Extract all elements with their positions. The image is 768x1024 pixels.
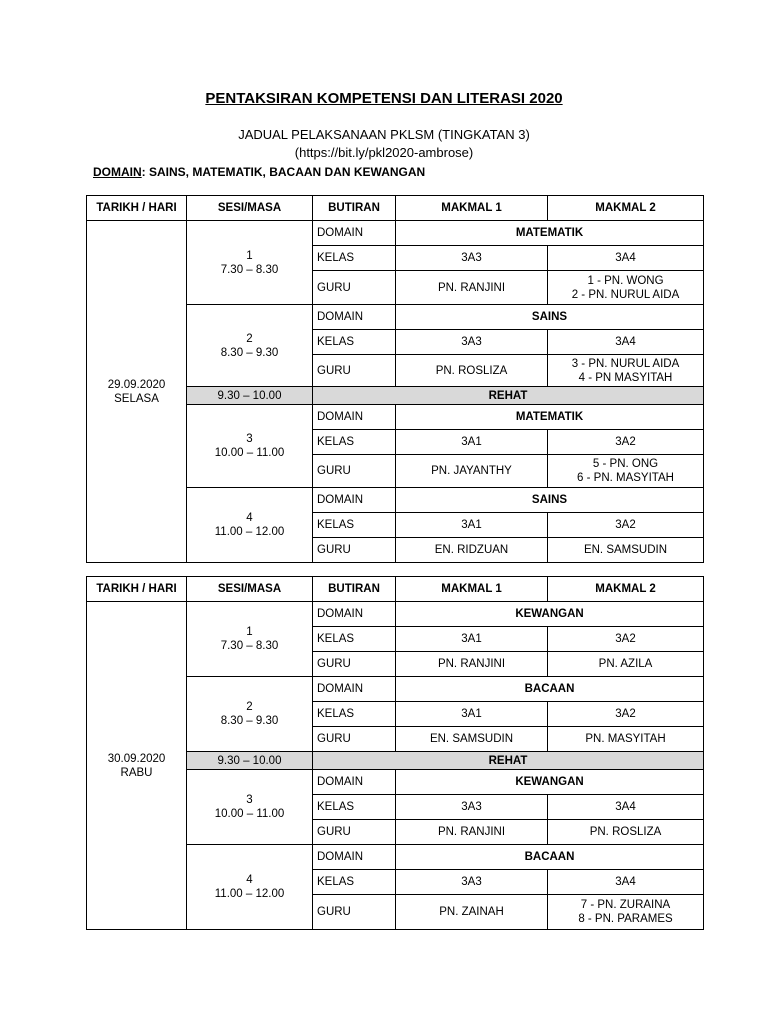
domain-label: DOMAIN bbox=[93, 165, 142, 179]
kelas-makmal2: 3A2 bbox=[548, 513, 704, 538]
session-number: 2 bbox=[246, 332, 253, 345]
session-number: 1 bbox=[246, 249, 253, 262]
butiran-label: GURU bbox=[313, 652, 396, 677]
session-cell bbox=[187, 305, 313, 387]
rehat-label: REHAT bbox=[313, 752, 704, 770]
domain-value: : SAINS, MATEMATIK, BACAAN DAN KEWANGAN bbox=[141, 165, 426, 179]
guru-makmal2 bbox=[548, 895, 704, 930]
session-cell bbox=[187, 221, 313, 305]
session-time: 8.30 – 9.30 bbox=[220, 715, 279, 727]
kelas-makmal1: 3A1 bbox=[396, 513, 548, 538]
guru-line: 1 - PN. WONG bbox=[587, 274, 664, 287]
session-time: 8.30 – 9.30 bbox=[220, 346, 279, 359]
guru-makmal2 bbox=[548, 355, 704, 387]
session-time: 10.00 – 11.00 bbox=[214, 808, 285, 820]
col-header-makmal2: MAKMAL 2 bbox=[548, 577, 704, 602]
guru-makmal1: PN. RANJINI bbox=[396, 271, 548, 305]
subtitle bbox=[0, 126, 768, 162]
session-number: 1 bbox=[246, 626, 253, 638]
kelas-makmal2: 3A4 bbox=[548, 795, 704, 820]
butiran-label: DOMAIN bbox=[313, 602, 396, 627]
rehat-time: 9.30 – 10.00 bbox=[187, 752, 313, 770]
date-text: 29.09.2020 bbox=[107, 378, 166, 391]
session-cell bbox=[187, 488, 313, 563]
kelas-makmal2: 3A2 bbox=[548, 702, 704, 727]
butiran-label: KELAS bbox=[313, 627, 396, 652]
session-time: 7.30 – 8.30 bbox=[220, 263, 279, 276]
butiran-label: DOMAIN bbox=[313, 770, 396, 795]
guru-makmal1: PN. RANJINI bbox=[396, 652, 548, 677]
kelas-makmal2: 3A2 bbox=[548, 627, 704, 652]
butiran-label: DOMAIN bbox=[313, 221, 396, 246]
col-header-tarikh: TARIKH / HARI bbox=[87, 577, 187, 602]
date-cell bbox=[87, 602, 187, 930]
guru-makmal2: PN. MASYITAH bbox=[548, 727, 704, 752]
session-time: 10.00 – 11.00 bbox=[214, 447, 285, 459]
session-number: 3 bbox=[246, 794, 253, 806]
guru-makmal2: EN. SAMSUDIN bbox=[548, 538, 704, 563]
butiran-label: KELAS bbox=[313, 795, 396, 820]
col-header-sesi: SESI/MASA bbox=[187, 577, 313, 602]
session-cell bbox=[187, 602, 313, 677]
guru-makmal2: PN. AZILA bbox=[548, 652, 704, 677]
domain-cell: BACAAN bbox=[396, 677, 704, 702]
table-header-row bbox=[87, 196, 704, 221]
domain-line bbox=[93, 165, 425, 179]
butiran-label: GURU bbox=[313, 455, 396, 488]
kelas-makmal1: 3A3 bbox=[396, 330, 548, 355]
kelas-makmal1: 3A3 bbox=[396, 795, 548, 820]
col-header-makmal1: MAKMAL 1 bbox=[396, 577, 548, 602]
domain-cell: BACAAN bbox=[396, 845, 704, 870]
table-row bbox=[87, 221, 704, 246]
guru-makmal1: PN. JAYANTHY bbox=[396, 455, 548, 488]
guru-makmal2: PN. ROSLIZA bbox=[548, 820, 704, 845]
subtitle-line-1: JADUAL PELAKSANAAN PKLSM (TINGKATAN 3) bbox=[238, 127, 530, 142]
col-header-butiran: BUTIRAN bbox=[313, 577, 396, 602]
guru-line: 6 - PN. MASYITAH bbox=[577, 472, 674, 484]
date-text: 30.09.2020 bbox=[107, 752, 166, 765]
session-cell bbox=[187, 845, 313, 930]
guru-makmal1: PN. ROSLIZA bbox=[396, 355, 548, 387]
col-header-butiran: BUTIRAN bbox=[313, 196, 396, 221]
kelas-makmal1: 3A3 bbox=[396, 246, 548, 271]
butiran-label: DOMAIN bbox=[313, 305, 396, 330]
butiran-label: DOMAIN bbox=[313, 845, 396, 870]
col-header-tarikh: TARIKH / HARI bbox=[87, 196, 187, 221]
guru-line: 3 - PN. NURUL AIDA bbox=[571, 357, 680, 370]
guru-makmal1: PN. ZAINAH bbox=[396, 895, 548, 930]
domain-cell: MATEMATIK bbox=[396, 221, 704, 246]
butiran-label: KELAS bbox=[313, 702, 396, 727]
col-header-makmal1: MAKMAL 1 bbox=[396, 196, 548, 221]
session-number: 3 bbox=[246, 433, 253, 445]
butiran-label: DOMAIN bbox=[313, 677, 396, 702]
day-text: SELASA bbox=[114, 392, 159, 405]
kelas-makmal1: 3A1 bbox=[396, 430, 548, 455]
session-number: 4 bbox=[246, 512, 253, 524]
butiran-label: DOMAIN bbox=[313, 488, 396, 513]
guru-line: 7 - PN. ZURAINA bbox=[580, 899, 671, 911]
rehat-time: 9.30 – 10.00 bbox=[187, 387, 313, 405]
session-time: 7.30 – 8.30 bbox=[220, 640, 279, 652]
session-cell bbox=[187, 770, 313, 845]
date-cell bbox=[87, 221, 187, 563]
guru-line: 4 - PN MASYITAH bbox=[578, 371, 673, 384]
kelas-makmal1: 3A1 bbox=[396, 702, 548, 727]
guru-makmal2 bbox=[548, 271, 704, 305]
butiran-label: GURU bbox=[313, 538, 396, 563]
butiran-label: KELAS bbox=[313, 246, 396, 271]
domain-cell: SAINS bbox=[396, 305, 704, 330]
butiran-label: KELAS bbox=[313, 870, 396, 895]
rehat-label: REHAT bbox=[313, 387, 704, 405]
butiran-label: GURU bbox=[313, 820, 396, 845]
kelas-makmal1: 3A3 bbox=[396, 870, 548, 895]
butiran-label: KELAS bbox=[313, 513, 396, 538]
butiran-label: GURU bbox=[313, 727, 396, 752]
butiran-label: GURU bbox=[313, 355, 396, 387]
page-title: PENTAKSIRAN KOMPETENSI DAN LITERASI 2020 bbox=[205, 90, 563, 107]
guru-makmal2 bbox=[548, 455, 704, 488]
kelas-makmal2: 3A4 bbox=[548, 870, 704, 895]
session-cell bbox=[187, 405, 313, 488]
kelas-makmal2: 3A2 bbox=[548, 430, 704, 455]
kelas-makmal1: 3A1 bbox=[396, 627, 548, 652]
table-row bbox=[87, 602, 704, 627]
butiran-label: KELAS bbox=[313, 430, 396, 455]
col-header-makmal2: MAKMAL 2 bbox=[548, 196, 704, 221]
col-header-sesi: SESI/MASA bbox=[187, 196, 313, 221]
guru-line: 5 - PN. ONG bbox=[592, 458, 659, 470]
session-number: 4 bbox=[246, 874, 253, 886]
butiran-label: GURU bbox=[313, 895, 396, 930]
domain-cell: SAINS bbox=[396, 488, 704, 513]
domain-cell: MATEMATIK bbox=[396, 405, 704, 430]
session-number: 2 bbox=[246, 701, 253, 713]
kelas-makmal2: 3A4 bbox=[548, 246, 704, 271]
session-time: 11.00 – 12.00 bbox=[214, 888, 285, 900]
guru-line: 2 - PN. NURUL AIDA bbox=[571, 288, 680, 301]
guru-makmal1: EN. RIDZUAN bbox=[396, 538, 548, 563]
schedule-table-day2 bbox=[86, 576, 704, 930]
kelas-makmal2: 3A4 bbox=[548, 330, 704, 355]
schedule-table-day1 bbox=[86, 195, 704, 563]
session-time: 11.00 – 12.00 bbox=[214, 526, 285, 538]
guru-makmal1: EN. SAMSUDIN bbox=[396, 727, 548, 752]
butiran-label: KELAS bbox=[313, 330, 396, 355]
domain-cell: KEWANGAN bbox=[396, 770, 704, 795]
day-text: RABU bbox=[120, 766, 153, 779]
session-cell bbox=[187, 677, 313, 752]
butiran-label: DOMAIN bbox=[313, 405, 396, 430]
table-header-row bbox=[87, 577, 704, 602]
guru-makmal1: PN. RANJINI bbox=[396, 820, 548, 845]
domain-cell: KEWANGAN bbox=[396, 602, 704, 627]
subtitle-link[interactable]: (https://bit.ly/pkl2020-ambrose) bbox=[294, 145, 474, 160]
guru-line: 8 - PN. PARAMES bbox=[578, 913, 673, 925]
butiran-label: GURU bbox=[313, 271, 396, 305]
